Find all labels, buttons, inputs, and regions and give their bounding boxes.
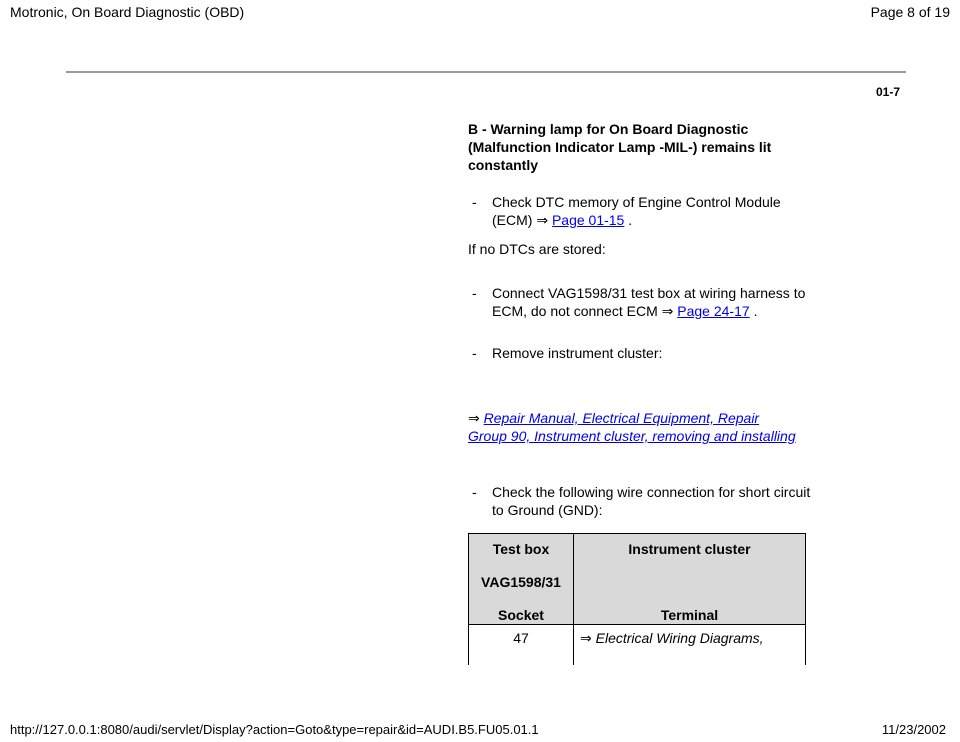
- step-dash: -: [472, 285, 477, 301]
- step-text: [492, 284, 818, 320]
- link-page-24-17[interactable]: Page 24-17: [677, 303, 750, 319]
- step-check-dtc: [468, 193, 818, 229]
- arrow-right-icon: ⇒: [661, 303, 674, 319]
- cell-terminal-text: Electrical Wiring Diagrams,: [595, 630, 764, 646]
- arrow-right-icon: ⇒: [580, 630, 592, 646]
- arrow-right-icon: ⇒: [536, 212, 549, 228]
- step-check-wire: [468, 483, 818, 519]
- arrow-right-icon: ⇒: [468, 410, 480, 426]
- header-test-box: [469, 534, 574, 625]
- header-test-box-line1: Test box: [492, 541, 550, 557]
- header-test-box-line2: VAG1598/31: [481, 574, 561, 590]
- step-remove-text: Remove instrument cluster:: [492, 345, 663, 361]
- repair-manual-reference: [468, 409, 798, 445]
- cell-terminal: [574, 625, 806, 666]
- footer-date: 11/23/2002: [881, 722, 946, 737]
- step-dash: -: [472, 194, 477, 210]
- step-end: .: [753, 303, 758, 319]
- wire-connection-table: [468, 533, 806, 665]
- footer-url: http://127.0.0.1:8080/audi/servlet/Display?action=Goto&type=repair&id=AUDI.B5.FU05.01.1: [10, 722, 539, 737]
- note-no-dtcs: If no DTCs are stored:: [468, 241, 606, 257]
- step-check-wire-text: Check the following wire connection for short circuit to Ground (GND):: [492, 484, 811, 518]
- document-title: Motronic, On Board Diagnostic (OBD): [10, 4, 245, 20]
- header-instrument-cluster: [574, 534, 806, 625]
- cell-socket: 47: [469, 625, 574, 666]
- page-indicator: Page 8 of 19: [870, 4, 950, 20]
- step-connect-test-box: [468, 284, 818, 320]
- step-dash: -: [472, 484, 477, 500]
- step-end: .: [628, 212, 633, 228]
- step-check-dtc-text: Check DTC memory of Engine Control Module (ECM): [492, 194, 781, 228]
- step-text: [492, 193, 818, 229]
- header-cluster-line1: Instrument cluster: [628, 541, 751, 557]
- link-page-01-15[interactable]: Page 01-15: [551, 212, 625, 228]
- section-heading: B - Warning lamp for On Board Diagnostic (Malfunction Indicator Lamp -MIL-) remains lit constantly: [468, 121, 772, 173]
- step-connect-text: Connect VAG1598/31 test box at wiring harness to ECM, do not connect ECM: [492, 285, 806, 319]
- link-repair-manual[interactable]: Repair Manual, Electrical Equipment, Repair Group 90, Instrument cluster, removing and installing: [468, 410, 796, 444]
- header-cluster-line3: Terminal: [660, 607, 719, 623]
- header-test-box-line3: Socket: [498, 607, 544, 623]
- section-page-number: 01-7: [875, 85, 900, 99]
- table-header-row: [469, 534, 806, 625]
- step-remove-cluster: [468, 344, 818, 362]
- header-rule: [66, 71, 906, 73]
- step-dash: -: [472, 345, 477, 361]
- table-row: [469, 625, 806, 666]
